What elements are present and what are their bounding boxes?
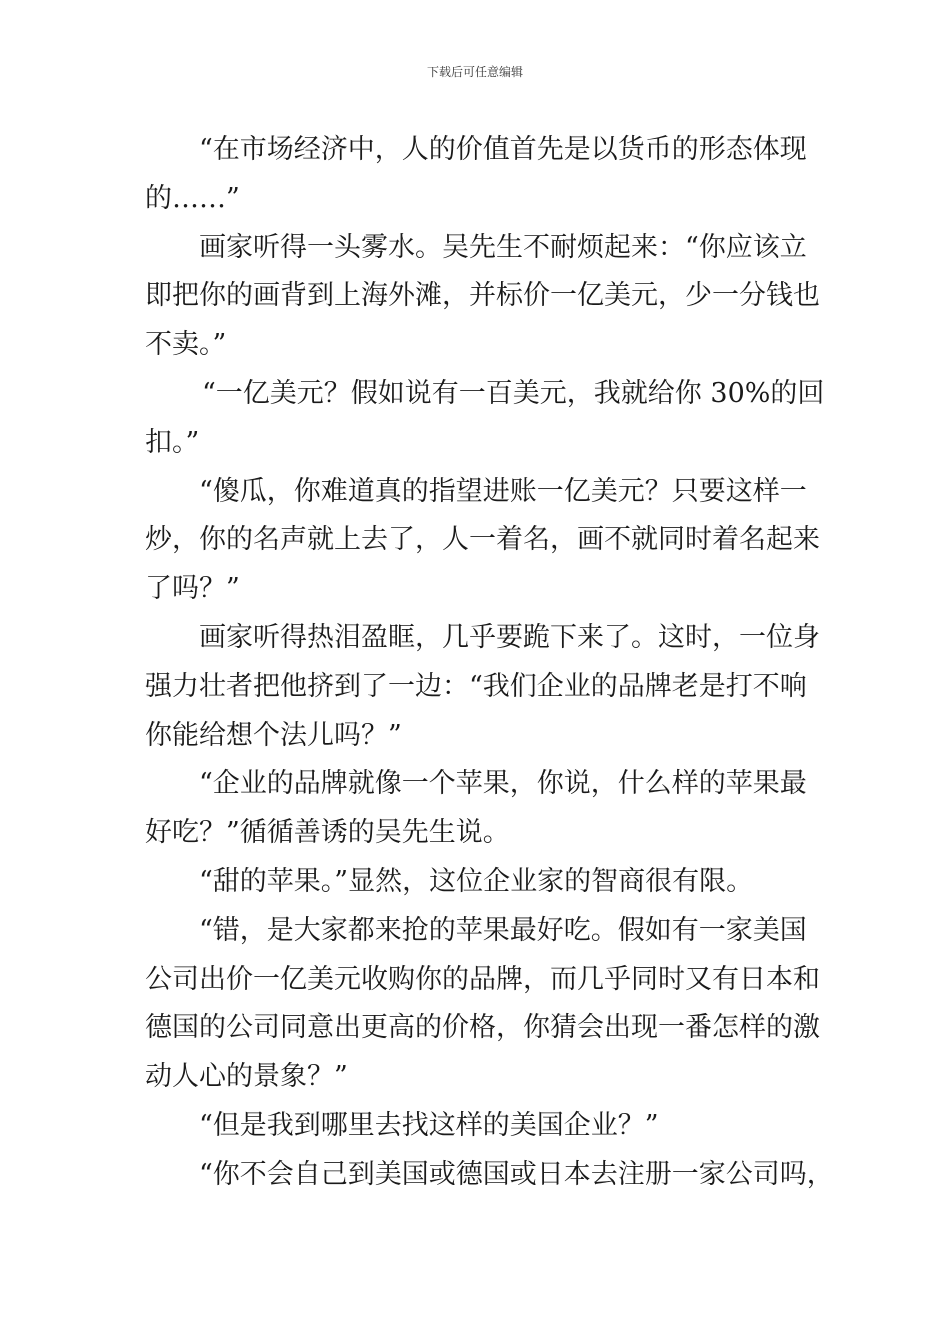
text-line: 扣。” (145, 426, 200, 458)
text-line: “你不会自己到美国或德国或日本去注册一家公司吗， (199, 1158, 834, 1190)
text-line: 画家听得热泪盈眶，几乎要跪下来了。这时，一位身 (199, 621, 820, 653)
text-line: “傻瓜，你难道真的指望进账一亿美元？只要这样一 (199, 475, 807, 507)
text-line: 德国的公司同意出更高的价格，你猜会出现一番怎样的激 (145, 1012, 820, 1044)
text-line: 了吗？” (145, 573, 240, 605)
text-line: “在市场经济中，人的价值首先是以货币的形态体现 (199, 134, 807, 165)
text-line: 不卖。” (145, 329, 227, 361)
document-body (145, 126, 834, 1200)
text-line: 你能给想个法儿吗？” (145, 719, 402, 751)
text-line: “甜的苹果。”显然，这位企业家的智商很有限。 (199, 865, 754, 897)
text-line: “但是我到哪里去找这样的美国企业？” (199, 1109, 659, 1141)
text-line: 即把你的画背到上海外滩，并标价一亿美元，少一分钱也 (145, 280, 820, 312)
text-line: 画家听得一头雾水。吴先生不耐烦起来：“你应该立 (199, 231, 807, 263)
text-line: 的……” (145, 182, 240, 214)
text-line: 好吃？”循循善诱的吴先生说。 (145, 817, 510, 849)
text-line: “错，是大家都来抢的苹果最好吃。假如有一家美国 (199, 914, 807, 946)
text-line: 强力壮者把他挤到了一边：“我们企业的品牌老是打不响 (145, 670, 807, 702)
page-header-note: 下载后可任意编辑 (426, 65, 523, 79)
text-line: 公司出价一亿美元收购你的品牌，而几乎同时又有日本和 (145, 963, 820, 995)
text-line: “企业的品牌就像一个苹果，你说，什么样的苹果最 (199, 768, 807, 800)
text-line: “一亿美元？假如说有一百美元，我就给你 30%的回 (202, 377, 825, 409)
text-line: 炒，你的名声就上去了，人一着名，画不就同时着名起来 (145, 524, 820, 556)
text-line: 动人心的景象？” (145, 1061, 348, 1093)
